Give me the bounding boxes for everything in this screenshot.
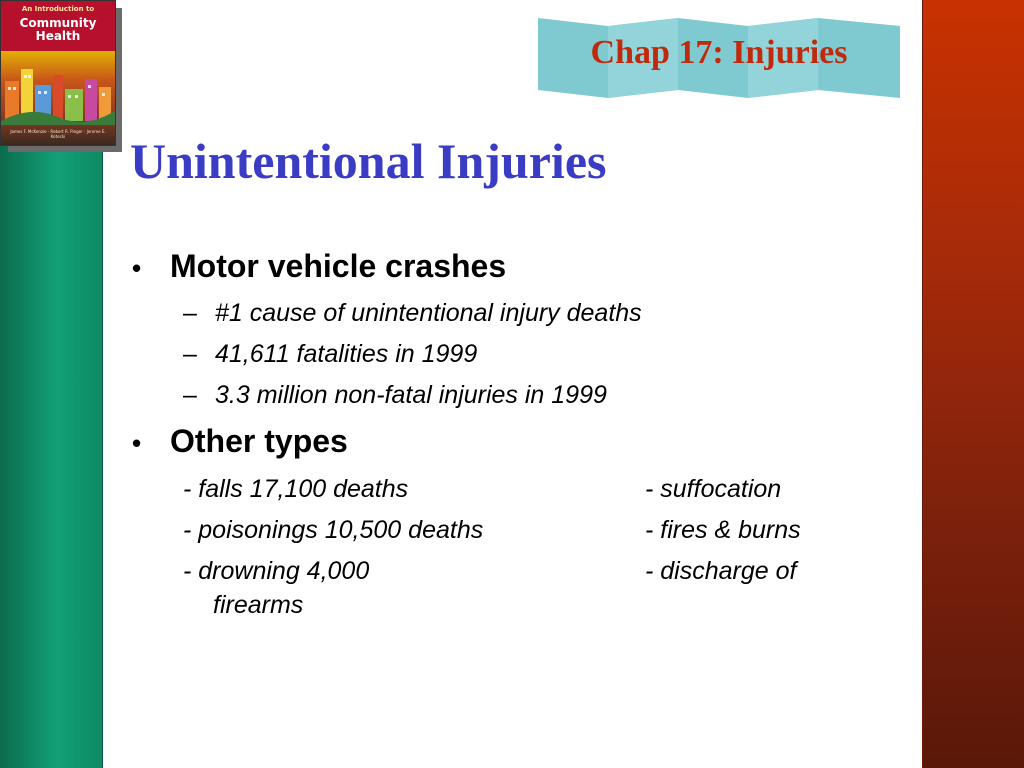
chapter-title: Chap 17: Injuries [590, 34, 848, 71]
other-type-right: - discharge of [645, 557, 797, 585]
other-type-right: - fires & burns [645, 516, 801, 544]
other-type-left: - falls 17,100 deaths [183, 475, 409, 503]
subitem: – 3.3 million non-fatal injuries in 1999 [183, 381, 607, 409]
city-illustration [1, 61, 115, 125]
other-type-left: - poisonings 10,500 deaths [183, 516, 484, 544]
subitem: – 41,611 fatalities in 1999 [183, 340, 478, 368]
book-authors-text: James F. McKenzie · Robert R. Pinger · Jerome E. Kotecki [10, 129, 106, 139]
other-type-wrap: firearms [213, 591, 304, 619]
subitem: – #1 cause of unintentional injury deaths [183, 299, 642, 327]
book-series-text: An Introduction to [21, 5, 95, 13]
right-decorative-band [922, 0, 1024, 768]
bullet-motor-vehicle: • Motor vehicle crashes [132, 248, 507, 284]
other-type-right: - suffocation [645, 475, 782, 503]
book-title-text: Community Health [19, 16, 97, 43]
other-type-left: - drowning 4,000 [183, 557, 370, 585]
slide-title: Unintentional Injuries [130, 133, 607, 189]
bullet-other-types: • Other types [132, 423, 348, 459]
book-cover-image [8, 5, 122, 152]
